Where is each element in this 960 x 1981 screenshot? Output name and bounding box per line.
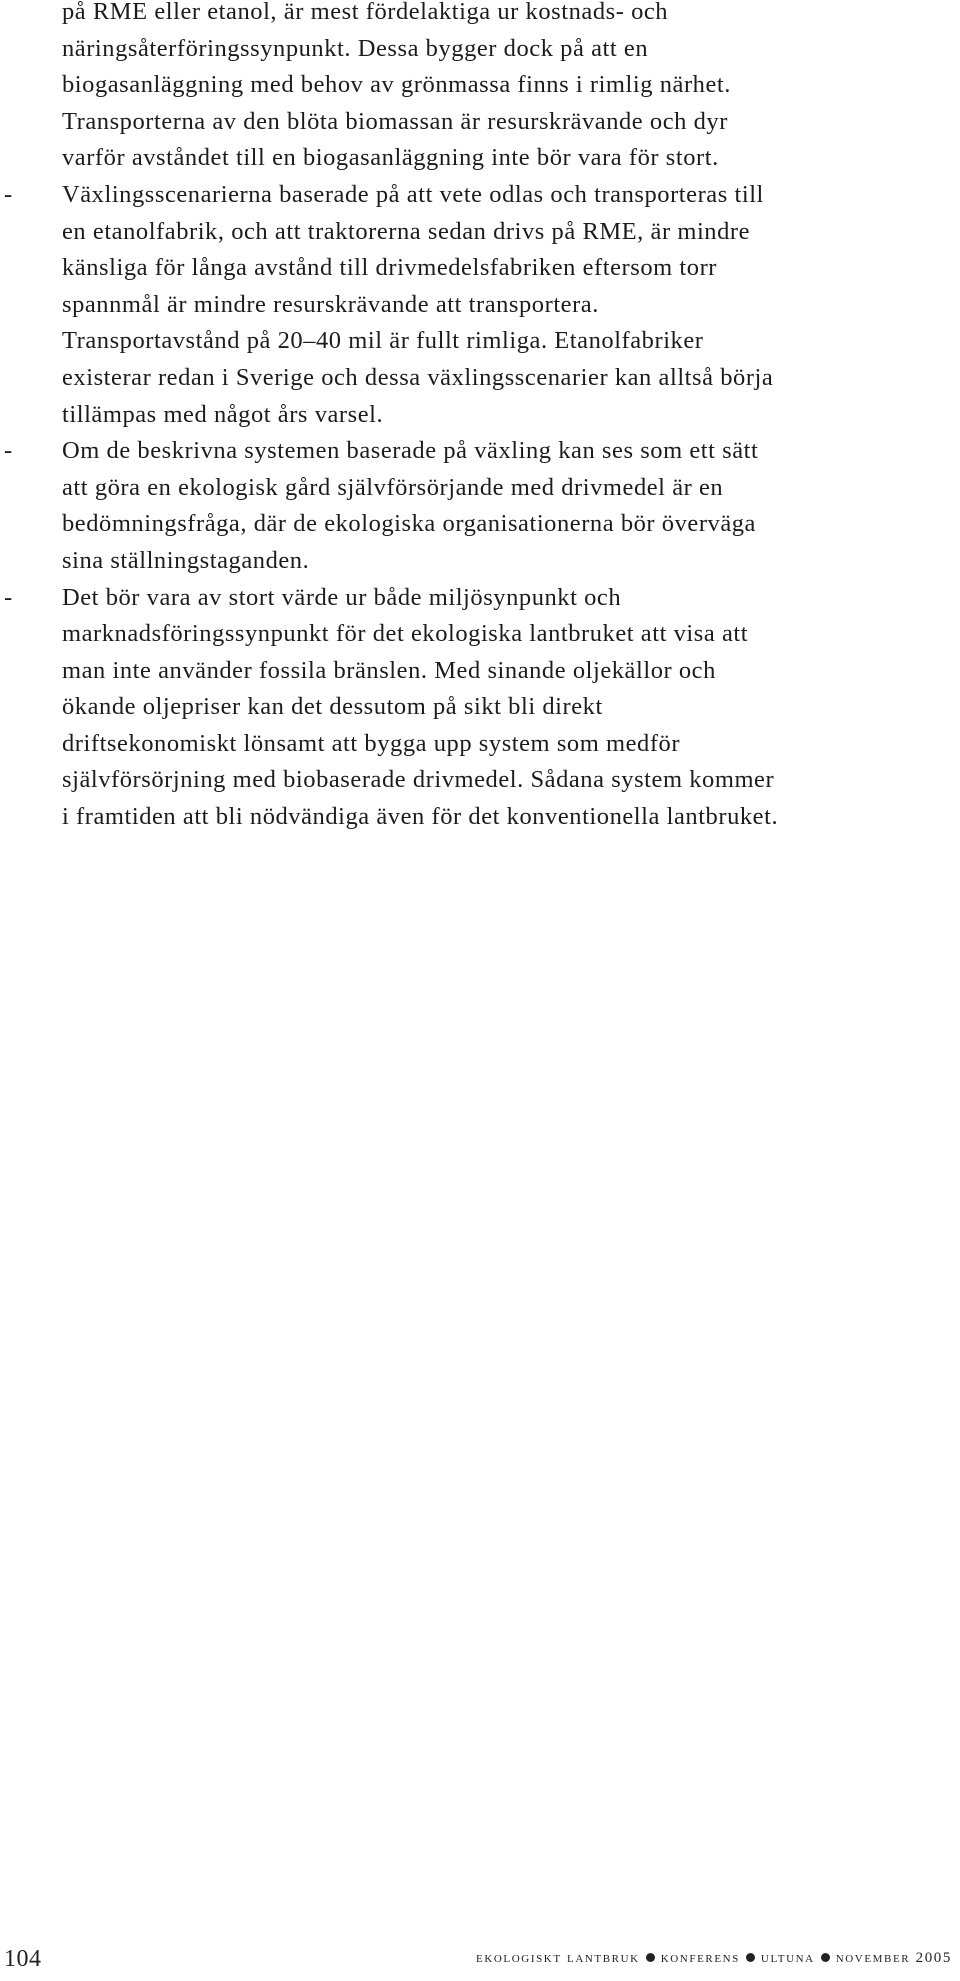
dash-marker: - [4, 583, 13, 611]
dash-marker: - [4, 180, 13, 208]
footer-part-date: november 2005 [835, 1950, 952, 1966]
body-text [0, 0, 960, 836]
footer-part-publication: ekologiskt lantbruk [476, 1950, 640, 1966]
bullet-paragraph-vaxlingsscenarier [0, 177, 780, 433]
paragraph-text: Om de beskrivna systemen baserade på växling kan ses som ett sätt att göra en ekologisk gård självförsörjande med drivmedel är en bedömningsfråga, där de ekologiska organisationerna bör överväga sina ställningstaganden. [62, 437, 759, 574]
page-footer [0, 1946, 960, 1974]
paragraph-text: Växlingsscenarierna baserade på att vete odlas och transporteras till en etanolfabrik, och att traktorerna sedan drivs på RME, är mindre känsliga för långa avstånd till drivmedelsfabriken eftersom torr spannmål är mindre resurskrävande att transportera. Transportavstånd på 20–40 mil är fullt rimliga. Etanolfabriker existerar redan i Sverige och dessa växlingsscenarier kan alltså börja tillämpas med något års varsel. [62, 180, 774, 428]
paragraph-continuation [0, 0, 780, 177]
paragraph-text: på RME eller etanol, är mest fördelaktiga ur kostnads- och näringsåterföringssynpunkt. Dessa bygger dock på att en biogasanläggning med behov av grönmassa finns i rimlig närhet. Transporterna av den blöta biomassan är resurskrävande och dyr varför avståndet till en biogasanläggning inte bör vara för stort. [62, 0, 731, 172]
bullet-paragraph-fossila-branslen [0, 580, 780, 836]
footer-part-event: konferens [660, 1950, 740, 1966]
paragraph-text: Det bör vara av stort värde ur både miljösynpunkt och marknadsföringssynpunkt för det ekologiska lantbruket att visa att man inte använder fossila bränslen. Med sinande oljekällor och ökande oljepriser kan det dessutom på sikt bli direkt driftsekonomiskt lönsamt att bygga upp system som medför självförsörjning med biobaserade drivmedel. Sådana system kommer i framtiden att bli nödvändiga även för det konventionella lantbruket. [62, 583, 779, 831]
bullet-separator-icon [646, 1953, 655, 1962]
bullet-paragraph-bedomningsfraga [0, 433, 780, 579]
footer-part-location: ultuna [760, 1950, 815, 1966]
dash-marker: - [4, 437, 13, 465]
bullet-separator-icon [821, 1953, 830, 1962]
page-number: 104 [4, 1946, 42, 1972]
running-footer [476, 1950, 952, 1967]
bullet-separator-icon [746, 1953, 755, 1962]
